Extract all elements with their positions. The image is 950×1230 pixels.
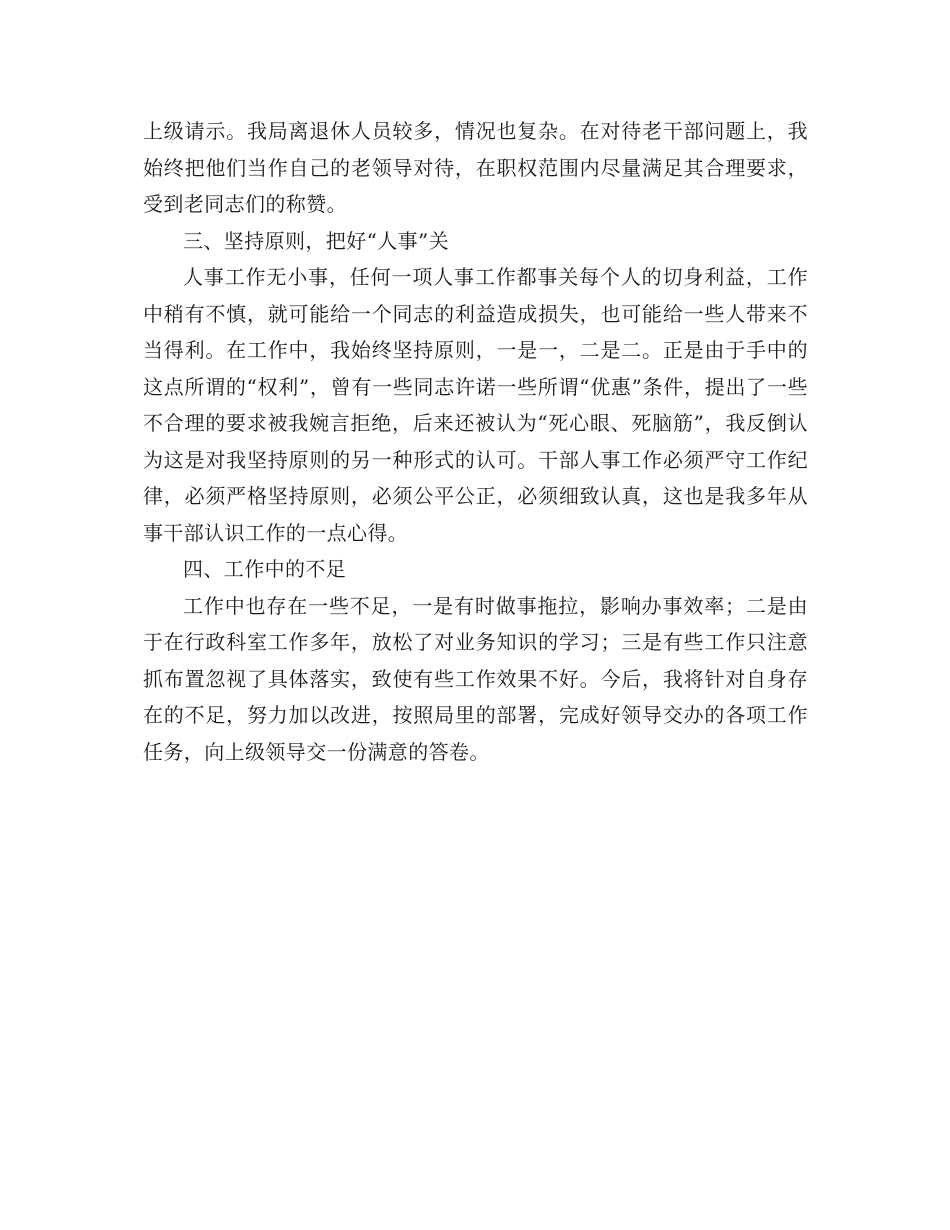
paragraph-principles: 人事工作无小事，任何一项人事工作都事关每个人的切身利益，工作中稍有不慎，就可能给一个同志的利益造成损失，也可能给一些人带来不当得利。在工作中，我始终坚持原则，一是一，二是二。正是由于手中的这点所谓的“权利”，曾有一些同志许诺一些所谓“优惠”条件，提出了一些不合理的要求被我婉言拒绝，后来还被认为“死心眼、死脑筋”，我反倒认为这是对我坚持原则的另一种形式的认可。干部人事工作必须严守工作纪律，必须严格坚持原则，必须公平公正，必须细致认真，这也是我多年从事干部认识工作的一点心得。: [143, 265, 808, 545]
paragraph-shortcomings: 工作中也存在一些不足，一是有时做事拖拉，影响办事效率；二是由于在行政科室工作多年，放松了对业务知识的学习；三是有些工作只注意抓布置忽视了具体落实，致使有些工作效果不好。今后，我将针对自身存在的不足，努力加以改进，按照局里的部署，完成好领导交办的各项工作任务，向上级领导交一份满意的答卷。: [143, 593, 808, 764]
paragraph-continuation: 上级请示。我局离退休人员较多，情况也复杂。在对待老干部问题上，我始终把他们当作自己的老领导对待，在职权范围内尽量满足其合理要求，受到老同志们的称赞。: [143, 119, 808, 216]
section-heading-principles: 三、坚持原则，把好“人事”关: [183, 228, 450, 253]
section-heading-shortcomings: 四、工作中的不足: [183, 557, 347, 581]
document-body: [143, 113, 808, 770]
